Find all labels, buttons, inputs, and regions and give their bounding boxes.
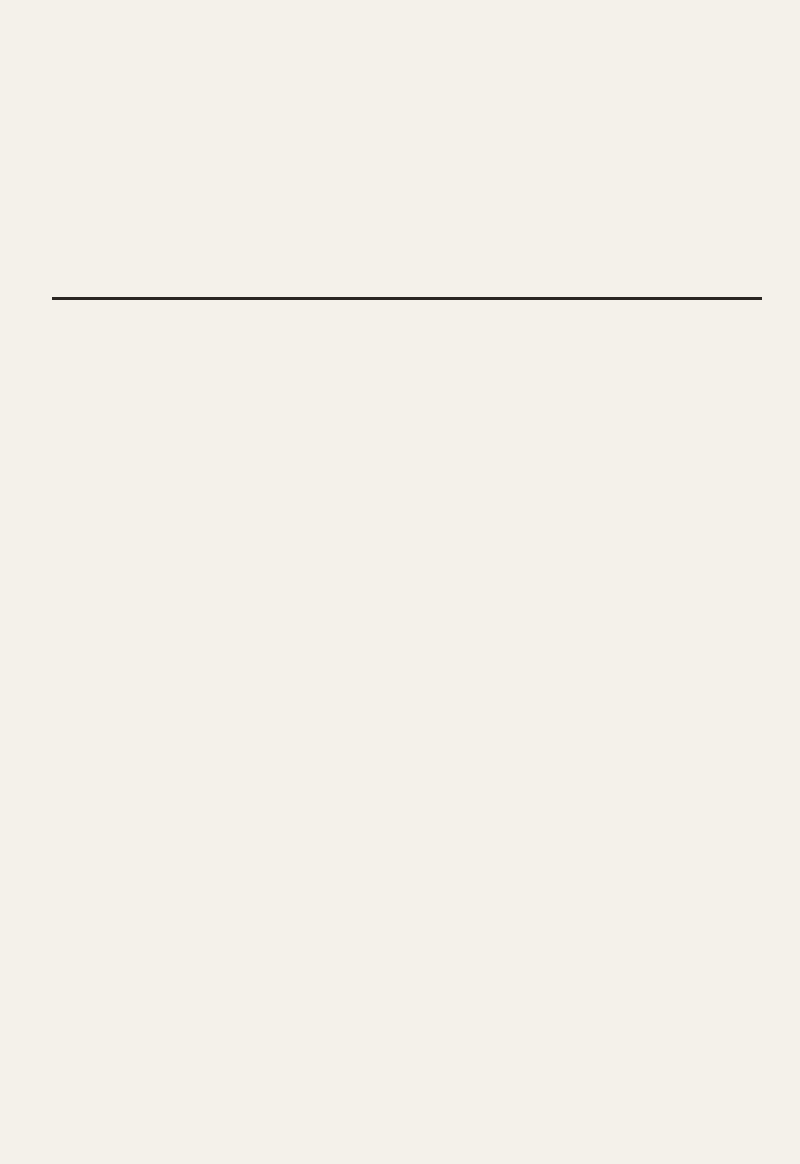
section-divider	[52, 297, 762, 300]
page-footer	[50, 1120, 762, 1154]
running-head	[22, 10, 782, 66]
